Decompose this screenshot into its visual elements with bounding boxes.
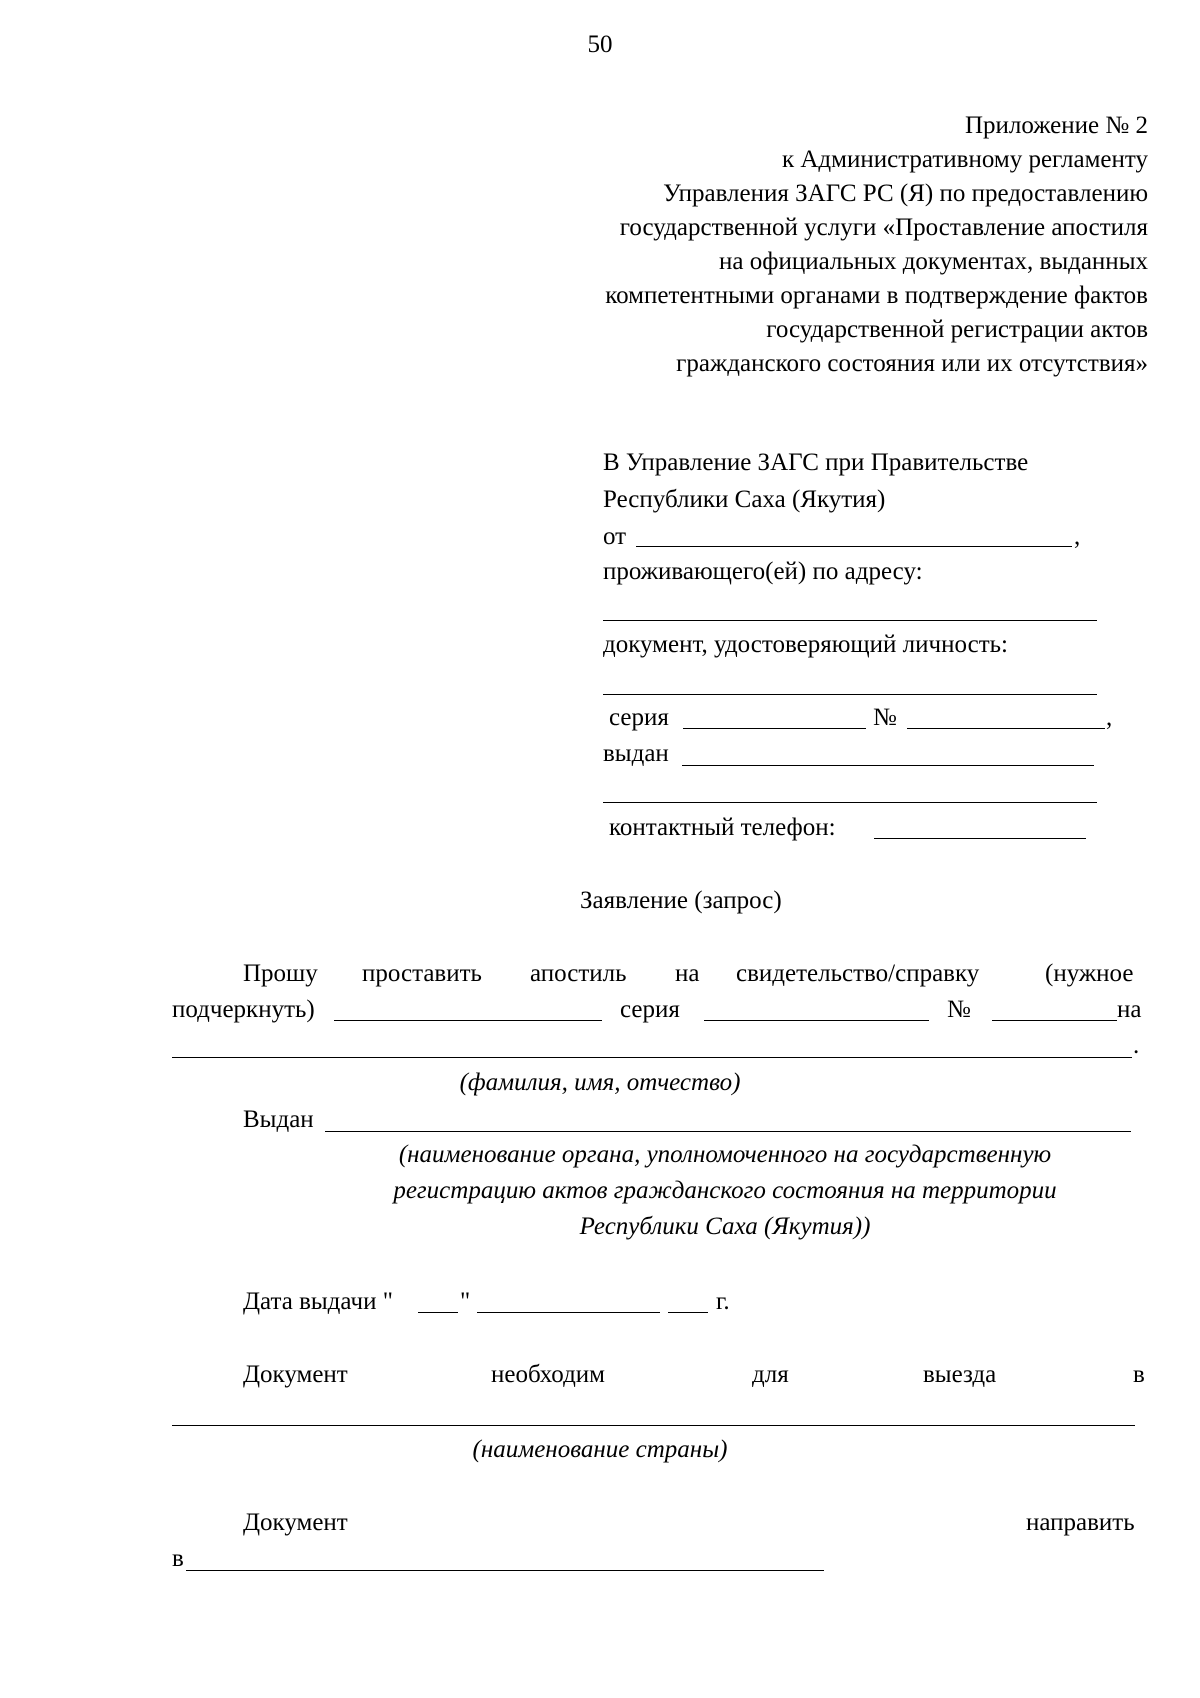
request-word: Прошу: [243, 960, 318, 987]
annex-line: компетентными органами в подтверждение фактов: [605, 282, 1148, 309]
send-word-direct: направить: [1026, 1509, 1135, 1536]
document-type-field[interactable]: [334, 1020, 602, 1021]
issue-year-field[interactable]: [668, 1312, 708, 1313]
addressee-line-1: В Управление ЗАГС при Правительстве: [603, 449, 1029, 476]
full-name-hint: (фамилия, имя, отчество): [459, 1069, 741, 1096]
purpose-word: необходим: [491, 1361, 605, 1388]
request-word: на: [675, 960, 700, 987]
annex-line: государственной регистрации актов: [766, 316, 1148, 343]
issuer-hint-line-1: (наименование органа, уполномоченного на государственную: [398, 1141, 1052, 1168]
purpose-word: в: [1133, 1361, 1145, 1388]
series-label: серия: [609, 704, 669, 731]
annex-line: Управления ЗАГС РС (Я) по предоставлению: [663, 180, 1148, 207]
annex-line: на официальных документах, выданных: [719, 248, 1148, 275]
addressee-line-2: Республики Саха (Якутия): [603, 486, 886, 513]
phone-field[interactable]: [874, 838, 1086, 839]
certificate-number-field[interactable]: [992, 1020, 1117, 1021]
annex-line: гражданского состояния или их отсутствия»: [676, 350, 1148, 377]
certificate-number-label: №: [947, 996, 971, 1023]
purpose-word: Документ: [243, 1361, 348, 1388]
certificate-series-label: серия: [620, 996, 680, 1023]
annex-line: государственной услуги «Проставление апостиля: [619, 214, 1148, 241]
phone-label: контактный телефон:: [609, 814, 836, 841]
id-document-field[interactable]: [603, 694, 1097, 695]
number-label: №: [873, 704, 897, 731]
request-word: апостиль: [530, 960, 627, 987]
country-field[interactable]: [172, 1425, 1135, 1426]
issued-by-field-continued[interactable]: [603, 802, 1097, 803]
purpose-word: выезда: [923, 1361, 997, 1388]
issue-day-quote: ": [460, 1288, 471, 1315]
issuer-hint-line-3: Республики Саха (Якутия)): [579, 1213, 871, 1240]
full-name-field[interactable]: [172, 1057, 1132, 1058]
issued-by-field[interactable]: [682, 765, 1094, 766]
id-document-label: документ, удостоверяющий личность:: [603, 631, 1008, 658]
full-name-period: .: [1133, 1032, 1140, 1059]
issue-year-suffix: г.: [716, 1288, 730, 1315]
annex-line: к Административному регламенту: [781, 146, 1148, 173]
send-to-label: в: [172, 1545, 184, 1572]
request-word: проставить: [362, 960, 482, 987]
issuer-hint-line-2: регистрацию актов гражданского состояния на территории: [393, 1177, 1057, 1204]
issued-by-label: Выдан: [243, 1106, 314, 1133]
certificate-series-field[interactable]: [704, 1020, 929, 1021]
send-to-field[interactable]: [186, 1570, 824, 1571]
request-word: (нужное: [1045, 960, 1134, 987]
annex-header: [448, 0, 1148, 400]
purpose-word: для: [752, 1361, 789, 1388]
issue-month-field[interactable]: [477, 1312, 660, 1313]
number-field[interactable]: [907, 728, 1105, 729]
send-word-document: Документ: [243, 1509, 348, 1536]
form-title: Заявление (запрос): [580, 887, 782, 914]
address-field[interactable]: [603, 620, 1097, 621]
from-label: от: [603, 523, 627, 550]
residing-label: проживающего(ей) по адресу:: [603, 558, 923, 585]
page-number: 50: [587, 31, 613, 58]
issue-day-field[interactable]: [418, 1312, 458, 1313]
from-field[interactable]: [636, 546, 1072, 547]
underline-note: подчеркнуть): [172, 996, 315, 1023]
issued-label: выдан: [603, 740, 669, 767]
annex-line: Приложение № 2: [964, 112, 1148, 139]
request-word: свидетельство/справку: [736, 960, 980, 987]
issue-date-label: Дата выдачи ": [243, 1288, 393, 1315]
number-comma: ,: [1106, 704, 1113, 731]
from-comma: ,: [1074, 523, 1081, 550]
country-hint: (наименование страны): [472, 1436, 728, 1463]
on-label: на: [1117, 996, 1142, 1023]
series-field[interactable]: [683, 728, 866, 729]
issuing-authority-field[interactable]: [325, 1131, 1131, 1132]
